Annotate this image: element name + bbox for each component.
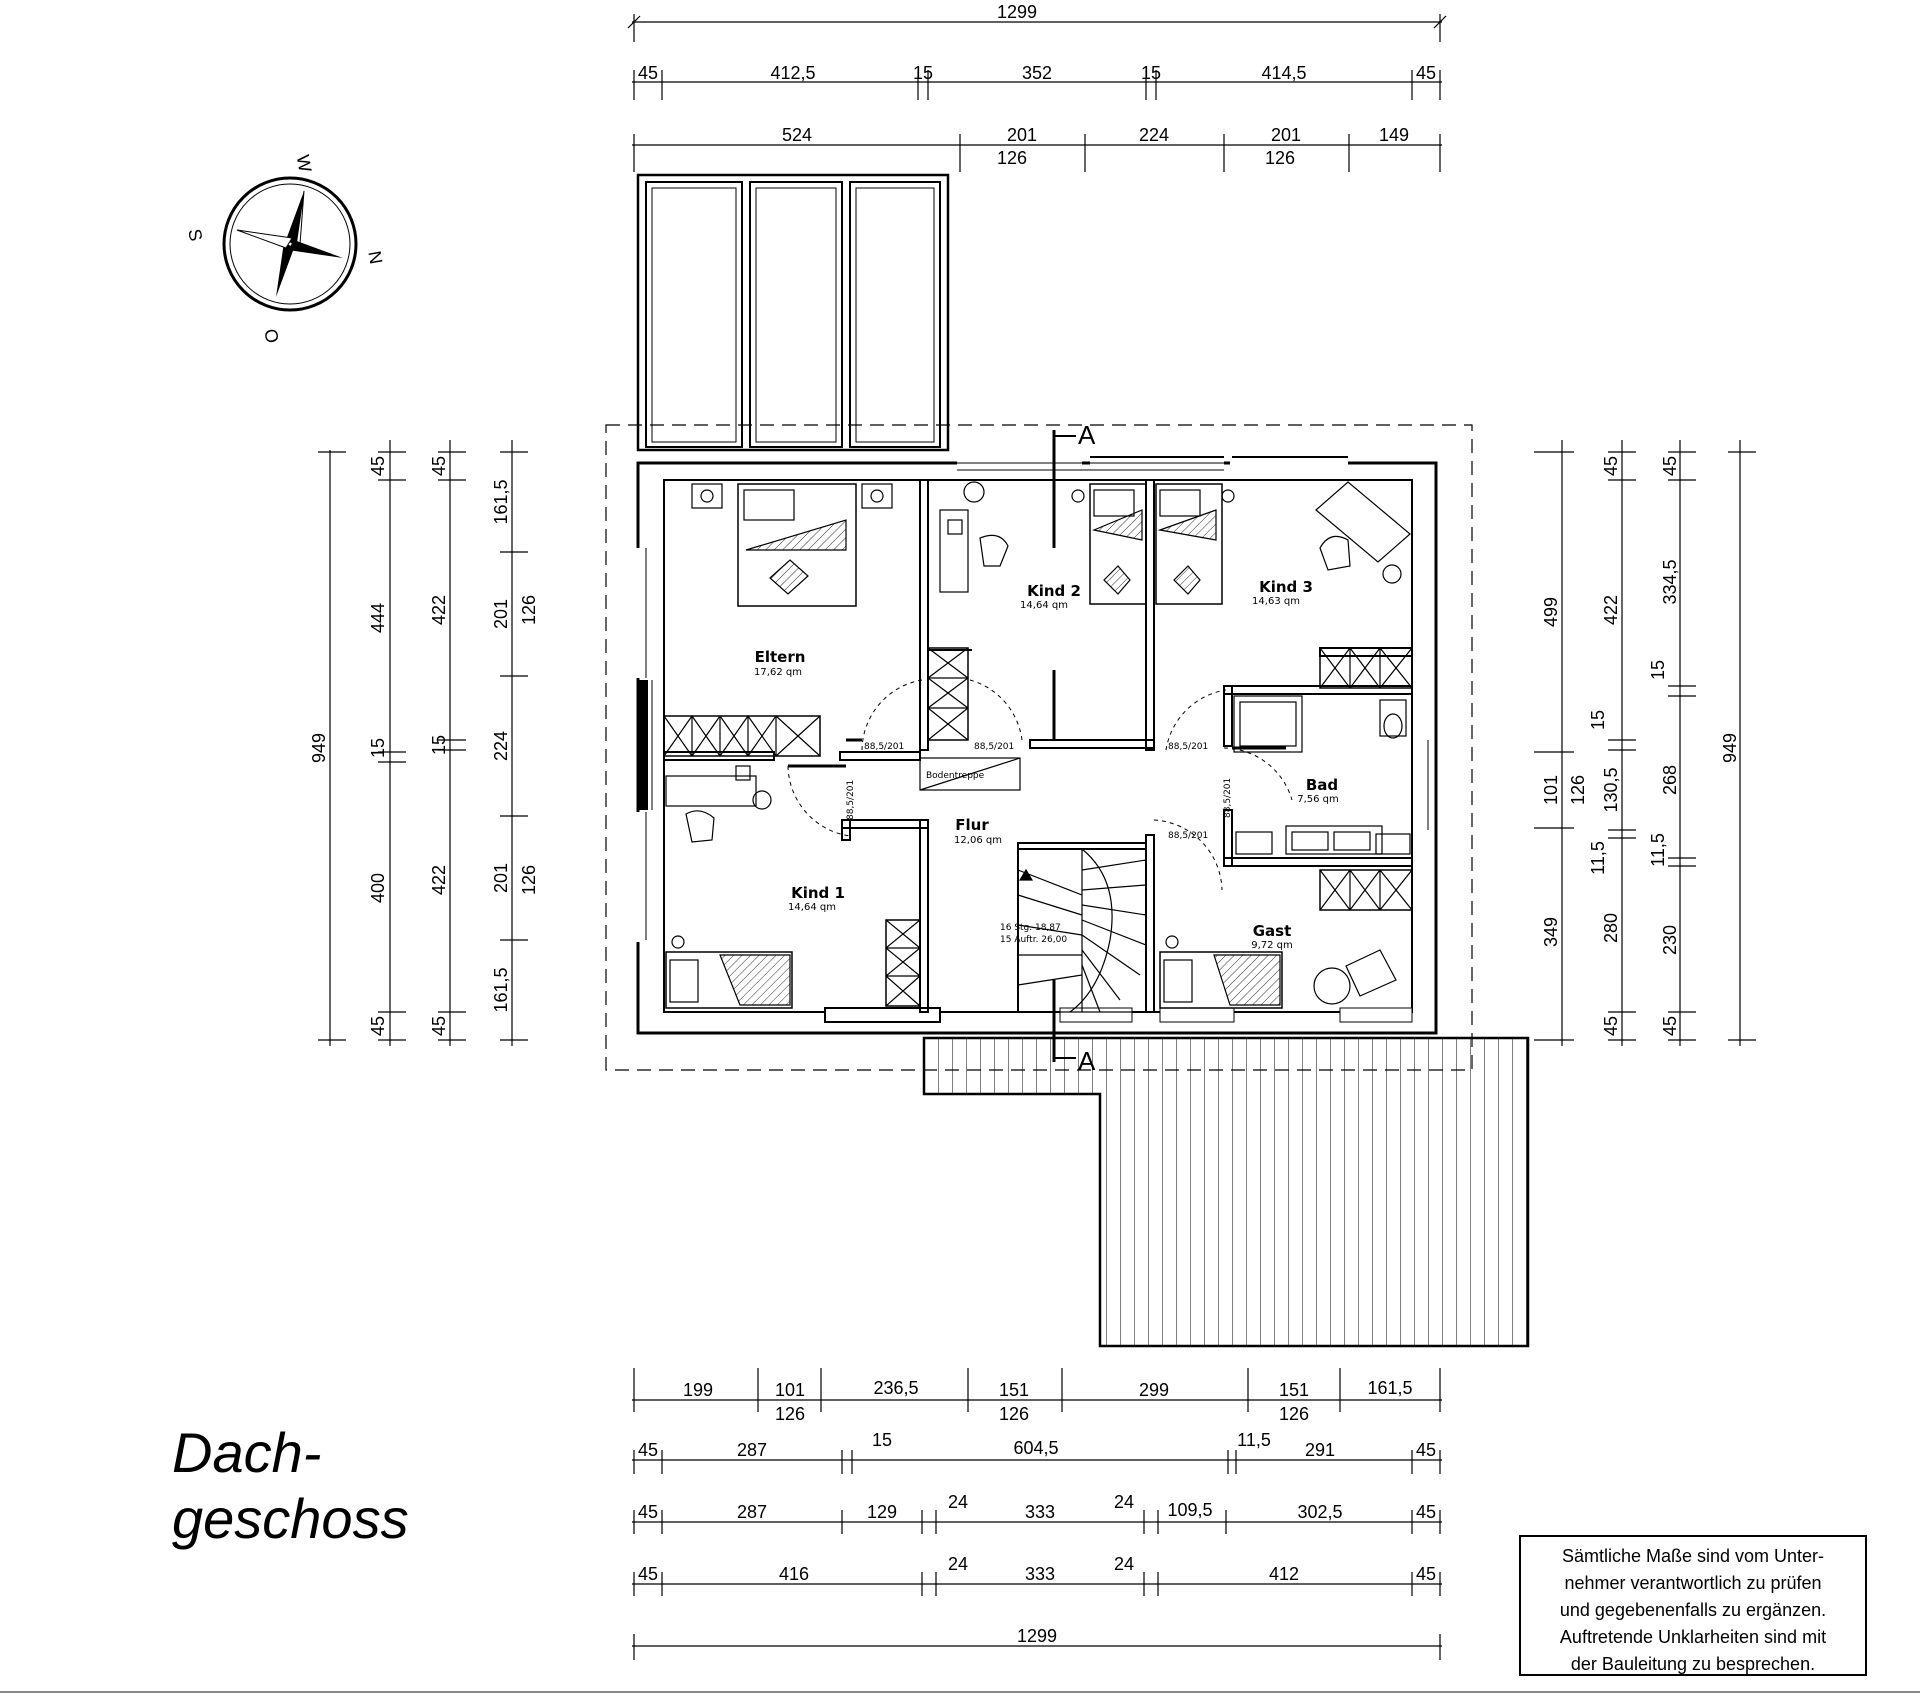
- section-line-a: [1054, 430, 1076, 1062]
- note-line: Sämtliche Maße sind vom Unter-: [1561, 1546, 1825, 1566]
- svg-text:45: 45: [1601, 455, 1621, 477]
- svg-text:11,5: 11,5: [1237, 1430, 1271, 1450]
- svg-text:126: 126: [996, 148, 1028, 168]
- svg-text:1299: 1299: [1016, 1626, 1058, 1646]
- room-kind2: Kind 2: [1027, 582, 1081, 600]
- svg-text:161,5: 161,5: [1367, 1378, 1413, 1398]
- title-line-1: Dach-: [172, 1421, 322, 1484]
- svg-text:161,5: 161,5: [491, 479, 511, 525]
- svg-text:101: 101: [774, 1380, 806, 1400]
- dims-top: [628, 14, 1446, 172]
- room-flur: Flur: [955, 816, 989, 834]
- svg-text:11,5: 11,5: [1648, 833, 1668, 867]
- dims-top-labels: [638, 2, 1436, 168]
- svg-text:422: 422: [429, 594, 449, 626]
- svg-text:414,5: 414,5: [1261, 63, 1307, 83]
- door-label: 88,5/201: [1168, 742, 1209, 752]
- svg-text:15: 15: [1648, 659, 1668, 681]
- svg-text:299: 299: [1138, 1380, 1170, 1400]
- svg-text:45: 45: [368, 455, 388, 477]
- svg-text:45: 45: [1601, 1015, 1621, 1037]
- section-marker-top: A: [1078, 420, 1096, 450]
- svg-text:45: 45: [637, 63, 659, 83]
- room-bad-area: 7,56 qm: [1297, 794, 1339, 805]
- note-line: nehmer verantwortlich zu prüfen: [1564, 1573, 1822, 1593]
- svg-text:45: 45: [1660, 455, 1680, 477]
- room-bad: Bad: [1305, 776, 1339, 794]
- svg-text:334,5: 334,5: [1660, 559, 1680, 605]
- svg-text:333: 333: [1024, 1564, 1056, 1584]
- svg-text:24: 24: [1113, 1492, 1135, 1512]
- svg-text:45: 45: [1415, 1502, 1437, 1522]
- door-label: 88,5/201: [864, 742, 905, 752]
- walls: [630, 455, 1436, 1033]
- disclaimer-note: [1519, 1535, 1867, 1676]
- svg-text:101: 101: [1541, 774, 1561, 806]
- svg-text:604,5: 604,5: [1013, 1438, 1059, 1458]
- svg-text:268: 268: [1660, 764, 1680, 796]
- room-kind3: Kind 3: [1259, 578, 1313, 596]
- frame-line: [0, 1691, 1920, 1693]
- svg-text:949: 949: [1720, 732, 1740, 764]
- svg-text:151: 151: [1278, 1380, 1310, 1400]
- svg-text:126: 126: [1278, 1404, 1310, 1424]
- room-eltern-area: 17,62 qm: [754, 667, 802, 678]
- svg-text:422: 422: [429, 864, 449, 896]
- door-label: 88,5/201: [974, 742, 1015, 752]
- svg-text:291: 291: [1304, 1440, 1336, 1460]
- svg-text:45: 45: [1415, 63, 1437, 83]
- svg-text:352: 352: [1021, 63, 1053, 83]
- note-line: der Bauleitung zu besprechen.: [1570, 1654, 1816, 1674]
- svg-text:422: 422: [1601, 594, 1621, 626]
- door-label: 88,5/201: [1168, 831, 1209, 841]
- svg-text:15: 15: [368, 737, 388, 759]
- svg-text:287: 287: [736, 1440, 768, 1460]
- svg-text:45: 45: [429, 1015, 449, 1037]
- compass-rose: [184, 153, 386, 344]
- dims-left-labels: [309, 456, 539, 1036]
- svg-text:15: 15: [1588, 709, 1608, 731]
- title-line-2: geschoss: [172, 1487, 409, 1550]
- svg-text:149: 149: [1378, 125, 1410, 145]
- svg-text:109,5: 109,5: [1167, 1500, 1213, 1520]
- svg-text:444: 444: [368, 602, 388, 634]
- svg-text:129: 129: [866, 1502, 898, 1522]
- page-title: [172, 1420, 409, 1552]
- svg-text:45: 45: [429, 455, 449, 477]
- svg-text:400: 400: [368, 872, 388, 904]
- terrace: [924, 1038, 1528, 1346]
- compass-n: N: [364, 249, 387, 266]
- compass-w: W: [292, 153, 316, 174]
- svg-text:412,5: 412,5: [770, 63, 816, 83]
- stairs-label-1: 16 Stg. 18,87: [1000, 923, 1061, 933]
- room-gast-area: 9,72 qm: [1251, 940, 1293, 951]
- svg-text:24: 24: [947, 1492, 969, 1512]
- bodentreppe-label: Bodentreppe: [926, 771, 985, 781]
- svg-text:499: 499: [1541, 596, 1561, 628]
- balcony-top: [638, 175, 948, 450]
- svg-text:412: 412: [1268, 1564, 1300, 1584]
- svg-text:126: 126: [519, 594, 539, 626]
- svg-text:416: 416: [778, 1564, 810, 1584]
- svg-text:15: 15: [912, 63, 934, 83]
- note-line: und gegebenenfalls zu ergänzen.: [1559, 1600, 1827, 1620]
- svg-text:224: 224: [491, 730, 511, 762]
- door-swings: [788, 680, 1292, 890]
- svg-text:524: 524: [781, 125, 813, 145]
- svg-text:126: 126: [1568, 774, 1588, 806]
- room-gast: Gast: [1252, 922, 1292, 940]
- svg-text:15: 15: [871, 1430, 893, 1450]
- svg-text:24: 24: [947, 1554, 969, 1574]
- svg-text:201: 201: [491, 862, 511, 894]
- svg-text:161,5: 161,5: [491, 967, 511, 1013]
- room-kind2-area: 14,64 qm: [1020, 600, 1068, 611]
- svg-text:201: 201: [1006, 125, 1038, 145]
- svg-text:24: 24: [1113, 1554, 1135, 1574]
- svg-text:199: 199: [682, 1380, 714, 1400]
- svg-text:45: 45: [1415, 1564, 1437, 1584]
- svg-text:45: 45: [637, 1440, 659, 1460]
- svg-text:126: 126: [1264, 148, 1296, 168]
- stairs-label-2: 15 Auftr. 26,00: [1000, 935, 1068, 945]
- svg-text:15: 15: [429, 734, 449, 756]
- svg-text:126: 126: [998, 1404, 1030, 1424]
- svg-text:45: 45: [1415, 1440, 1437, 1460]
- svg-text:45: 45: [1660, 1015, 1680, 1037]
- svg-text:236,5: 236,5: [873, 1378, 919, 1398]
- compass-s: S: [184, 227, 207, 243]
- dims-right-labels: [1541, 456, 1740, 1036]
- svg-text:201: 201: [491, 598, 511, 630]
- room-flur-area: 12,06 qm: [954, 835, 1002, 846]
- svg-text:333: 333: [1024, 1502, 1056, 1522]
- svg-text:15: 15: [1140, 63, 1162, 83]
- room-kind1-area: 14,64 qm: [788, 902, 836, 913]
- svg-text:280: 280: [1601, 912, 1621, 944]
- svg-text:45: 45: [368, 1015, 388, 1037]
- door-label: 88,5/201: [1223, 777, 1233, 818]
- section-marker-bottom: A: [1078, 1046, 1096, 1076]
- svg-text:949: 949: [309, 732, 329, 764]
- svg-text:201: 201: [1270, 125, 1302, 145]
- svg-text:126: 126: [519, 864, 539, 896]
- note-line: Auftretende Unklarheiten sind mit: [1559, 1627, 1827, 1647]
- svg-text:45: 45: [637, 1564, 659, 1584]
- svg-text:287: 287: [736, 1502, 768, 1522]
- door-label: 88,5/201: [846, 779, 856, 820]
- svg-text:1299: 1299: [996, 2, 1038, 22]
- room-kind3-area: 14,63 qm: [1252, 596, 1300, 607]
- svg-text:151: 151: [998, 1380, 1030, 1400]
- room-eltern: Eltern: [754, 648, 806, 666]
- dims-bottom-labels: [638, 1378, 1436, 1646]
- svg-text:224: 224: [1138, 125, 1170, 145]
- svg-text:11,5: 11,5: [1588, 841, 1608, 875]
- compass-o: O: [260, 327, 283, 345]
- svg-text:302,5: 302,5: [1297, 1502, 1343, 1522]
- svg-text:45: 45: [637, 1502, 659, 1522]
- svg-text:130,5: 130,5: [1601, 767, 1621, 813]
- svg-text:349: 349: [1541, 916, 1561, 948]
- svg-text:126: 126: [774, 1404, 806, 1424]
- svg-text:230: 230: [1660, 924, 1680, 956]
- room-kind1: Kind 1: [791, 884, 845, 902]
